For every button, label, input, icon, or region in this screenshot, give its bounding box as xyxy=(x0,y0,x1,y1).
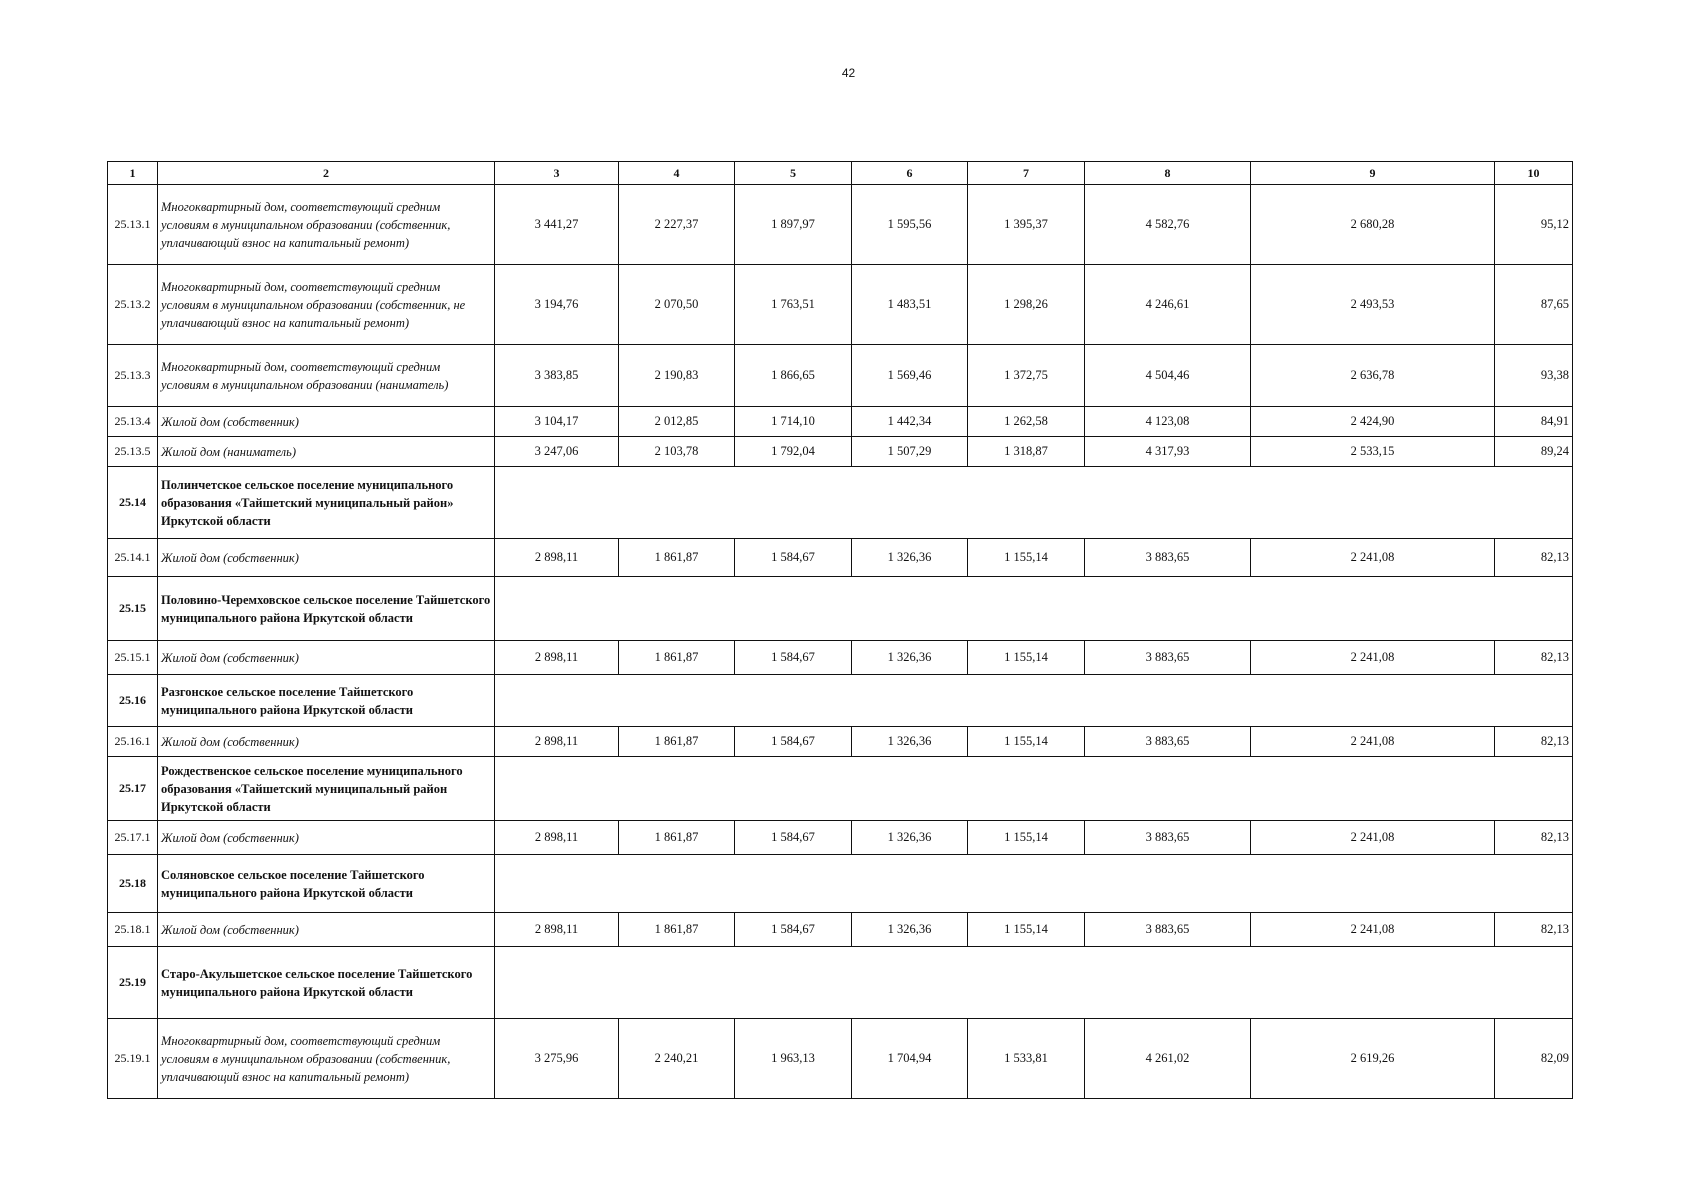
row-description: Многоквартирный дом, соответствующий средним условиям в муниципальном образовании (собственник, не уплачивающий взнос на капитальный ремонт) xyxy=(158,265,495,345)
value-cell: 2 241,08 xyxy=(1251,641,1495,675)
section-title: Рождественское сельское поселение муниципального образования «Тайшетский муниципальный район Иркутской области xyxy=(158,757,495,821)
page-number: 42 xyxy=(841,66,856,80)
value-cell: 82,13 xyxy=(1495,821,1573,855)
section-code: 25.16 xyxy=(108,675,158,727)
row-description: Жилой дом (собственник) xyxy=(158,407,495,437)
value-cell: 1 569,46 xyxy=(852,345,968,407)
section-spacer xyxy=(495,947,1573,1019)
table-row xyxy=(108,1019,1573,1099)
section-code: 25.17 xyxy=(108,757,158,821)
section-code: 25.19 xyxy=(108,947,158,1019)
value-cell: 1 372,75 xyxy=(968,345,1085,407)
value-cell: 1 861,87 xyxy=(619,539,735,577)
row-code: 25.16.1 xyxy=(108,727,158,757)
value-cell: 93,38 xyxy=(1495,345,1573,407)
section-spacer xyxy=(495,467,1573,539)
row-code: 25.13.2 xyxy=(108,265,158,345)
section-row xyxy=(108,757,1573,821)
value-cell: 4 261,02 xyxy=(1085,1019,1251,1099)
value-cell: 2 680,28 xyxy=(1251,185,1495,265)
table-row xyxy=(108,437,1573,467)
value-cell: 2 241,08 xyxy=(1251,821,1495,855)
table-row xyxy=(108,539,1573,577)
table-row xyxy=(108,185,1573,265)
row-description: Многоквартирный дом, соответствующий средним условиям в муниципальном образовании (собственник, уплачивающий взнос на капитальный ремонт) xyxy=(158,185,495,265)
section-row xyxy=(108,855,1573,913)
value-cell: 1 861,87 xyxy=(619,641,735,675)
value-cell: 1 584,67 xyxy=(735,539,852,577)
table-row xyxy=(108,821,1573,855)
column-header: 6 xyxy=(852,162,968,185)
value-cell: 1 395,37 xyxy=(968,185,1085,265)
column-header: 3 xyxy=(495,162,619,185)
row-description: Жилой дом (наниматель) xyxy=(158,437,495,467)
row-description: Жилой дом (собственник) xyxy=(158,913,495,947)
value-cell: 3 194,76 xyxy=(495,265,619,345)
section-spacer xyxy=(495,577,1573,641)
value-cell: 2 190,83 xyxy=(619,345,735,407)
column-header-row xyxy=(108,162,1573,185)
value-cell: 2 898,11 xyxy=(495,539,619,577)
value-cell: 4 504,46 xyxy=(1085,345,1251,407)
column-header: 9 xyxy=(1251,162,1495,185)
row-description: Жилой дом (собственник) xyxy=(158,821,495,855)
section-title: Полинчетское сельское поселение муниципального образования «Тайшетский муниципальный район» Иркутской области xyxy=(158,467,495,539)
value-cell: 1 584,67 xyxy=(735,913,852,947)
value-cell: 3 275,96 xyxy=(495,1019,619,1099)
row-description: Многоквартирный дом, соответствующий средним условиям в муниципальном образовании (наниматель) xyxy=(158,345,495,407)
column-header: 7 xyxy=(968,162,1085,185)
value-cell: 1 584,67 xyxy=(735,641,852,675)
value-cell: 87,65 xyxy=(1495,265,1573,345)
value-cell: 1 442,34 xyxy=(852,407,968,437)
value-cell: 84,91 xyxy=(1495,407,1573,437)
value-cell: 82,13 xyxy=(1495,727,1573,757)
row-description: Жилой дом (собственник) xyxy=(158,641,495,675)
row-code: 25.14.1 xyxy=(108,539,158,577)
section-title: Старо-Акульшетское сельское поселение Тайшетского муниципального района Иркутской области xyxy=(158,947,495,1019)
value-cell: 1 298,26 xyxy=(968,265,1085,345)
section-code: 25.18 xyxy=(108,855,158,913)
value-cell: 4 246,61 xyxy=(1085,265,1251,345)
section-row xyxy=(108,467,1573,539)
value-cell: 1 963,13 xyxy=(735,1019,852,1099)
value-cell: 2 898,11 xyxy=(495,913,619,947)
table-row xyxy=(108,345,1573,407)
value-cell: 2 898,11 xyxy=(495,641,619,675)
value-cell: 3 383,85 xyxy=(495,345,619,407)
table-row xyxy=(108,727,1573,757)
value-cell: 1 763,51 xyxy=(735,265,852,345)
row-code: 25.13.1 xyxy=(108,185,158,265)
value-cell: 1 861,87 xyxy=(619,913,735,947)
tariff-table xyxy=(107,161,1573,1099)
value-cell: 1 861,87 xyxy=(619,821,735,855)
value-cell: 3 883,65 xyxy=(1085,727,1251,757)
section-row xyxy=(108,675,1573,727)
value-cell: 1 155,14 xyxy=(968,727,1085,757)
value-cell: 2 636,78 xyxy=(1251,345,1495,407)
section-code: 25.15 xyxy=(108,577,158,641)
table-row xyxy=(108,407,1573,437)
value-cell: 3 247,06 xyxy=(495,437,619,467)
section-spacer xyxy=(495,855,1573,913)
value-cell: 1 584,67 xyxy=(735,727,852,757)
value-cell: 1 861,87 xyxy=(619,727,735,757)
table-row xyxy=(108,641,1573,675)
value-cell: 89,24 xyxy=(1495,437,1573,467)
value-cell: 2 070,50 xyxy=(619,265,735,345)
value-cell: 1 155,14 xyxy=(968,821,1085,855)
table-row xyxy=(108,913,1573,947)
value-cell: 2 241,08 xyxy=(1251,727,1495,757)
value-cell: 2 424,90 xyxy=(1251,407,1495,437)
value-cell: 4 582,76 xyxy=(1085,185,1251,265)
value-cell: 2 103,78 xyxy=(619,437,735,467)
value-cell: 2 012,85 xyxy=(619,407,735,437)
column-header: 1 xyxy=(108,162,158,185)
value-cell: 2 227,37 xyxy=(619,185,735,265)
section-spacer xyxy=(495,675,1573,727)
value-cell: 2 898,11 xyxy=(495,821,619,855)
value-cell: 1 704,94 xyxy=(852,1019,968,1099)
row-code: 25.13.4 xyxy=(108,407,158,437)
section-code: 25.14 xyxy=(108,467,158,539)
value-cell: 3 883,65 xyxy=(1085,821,1251,855)
row-code: 25.19.1 xyxy=(108,1019,158,1099)
value-cell: 1 155,14 xyxy=(968,539,1085,577)
value-cell: 2 493,53 xyxy=(1251,265,1495,345)
row-code: 25.18.1 xyxy=(108,913,158,947)
row-code: 25.15.1 xyxy=(108,641,158,675)
table-row xyxy=(108,265,1573,345)
value-cell: 1 792,04 xyxy=(735,437,852,467)
row-code: 25.13.3 xyxy=(108,345,158,407)
value-cell: 2 619,26 xyxy=(1251,1019,1495,1099)
value-cell: 1 714,10 xyxy=(735,407,852,437)
value-cell: 4 123,08 xyxy=(1085,407,1251,437)
value-cell: 2 241,08 xyxy=(1251,539,1495,577)
value-cell: 1 533,81 xyxy=(968,1019,1085,1099)
value-cell: 1 318,87 xyxy=(968,437,1085,467)
value-cell: 1 584,67 xyxy=(735,821,852,855)
value-cell: 3 883,65 xyxy=(1085,539,1251,577)
section-row xyxy=(108,577,1573,641)
value-cell: 1 155,14 xyxy=(968,913,1085,947)
row-description: Многоквартирный дом, соответствующий средним условиям в муниципальном образовании (собственник, уплачивающий взнос на капитальный ремонт) xyxy=(158,1019,495,1099)
value-cell: 1 326,36 xyxy=(852,727,968,757)
row-code: 25.13.5 xyxy=(108,437,158,467)
value-cell: 1 326,36 xyxy=(852,821,968,855)
column-header: 5 xyxy=(735,162,852,185)
column-header: 10 xyxy=(1495,162,1573,185)
value-cell: 1 866,65 xyxy=(735,345,852,407)
column-header: 8 xyxy=(1085,162,1251,185)
value-cell: 2 533,15 xyxy=(1251,437,1495,467)
section-spacer xyxy=(495,757,1573,821)
value-cell: 82,13 xyxy=(1495,641,1573,675)
value-cell: 4 317,93 xyxy=(1085,437,1251,467)
value-cell: 1 326,36 xyxy=(852,641,968,675)
value-cell: 2 240,21 xyxy=(619,1019,735,1099)
section-title: Разгонское сельское поселение Тайшетского муниципального района Иркутской области xyxy=(158,675,495,727)
value-cell: 3 104,17 xyxy=(495,407,619,437)
value-cell: 1 507,29 xyxy=(852,437,968,467)
value-cell: 2 898,11 xyxy=(495,727,619,757)
section-title: Половино-Черемховское сельское поселение Тайшетского муниципального района Иркутской области xyxy=(158,577,495,641)
value-cell: 82,09 xyxy=(1495,1019,1573,1099)
value-cell: 2 241,08 xyxy=(1251,913,1495,947)
value-cell: 3 441,27 xyxy=(495,185,619,265)
value-cell: 1 483,51 xyxy=(852,265,968,345)
row-code: 25.17.1 xyxy=(108,821,158,855)
section-title: Соляновское сельское поселение Тайшетского муниципального района Иркутской области xyxy=(158,855,495,913)
column-header: 2 xyxy=(158,162,495,185)
value-cell: 95,12 xyxy=(1495,185,1573,265)
value-cell: 82,13 xyxy=(1495,913,1573,947)
row-description: Жилой дом (собственник) xyxy=(158,539,495,577)
column-header: 4 xyxy=(619,162,735,185)
value-cell: 1 897,97 xyxy=(735,185,852,265)
row-description: Жилой дом (собственник) xyxy=(158,727,495,757)
value-cell: 1 326,36 xyxy=(852,539,968,577)
value-cell: 1 262,58 xyxy=(968,407,1085,437)
section-row xyxy=(108,947,1573,1019)
value-cell: 1 595,56 xyxy=(852,185,968,265)
value-cell: 3 883,65 xyxy=(1085,913,1251,947)
value-cell: 82,13 xyxy=(1495,539,1573,577)
value-cell: 3 883,65 xyxy=(1085,641,1251,675)
value-cell: 1 326,36 xyxy=(852,913,968,947)
value-cell: 1 155,14 xyxy=(968,641,1085,675)
